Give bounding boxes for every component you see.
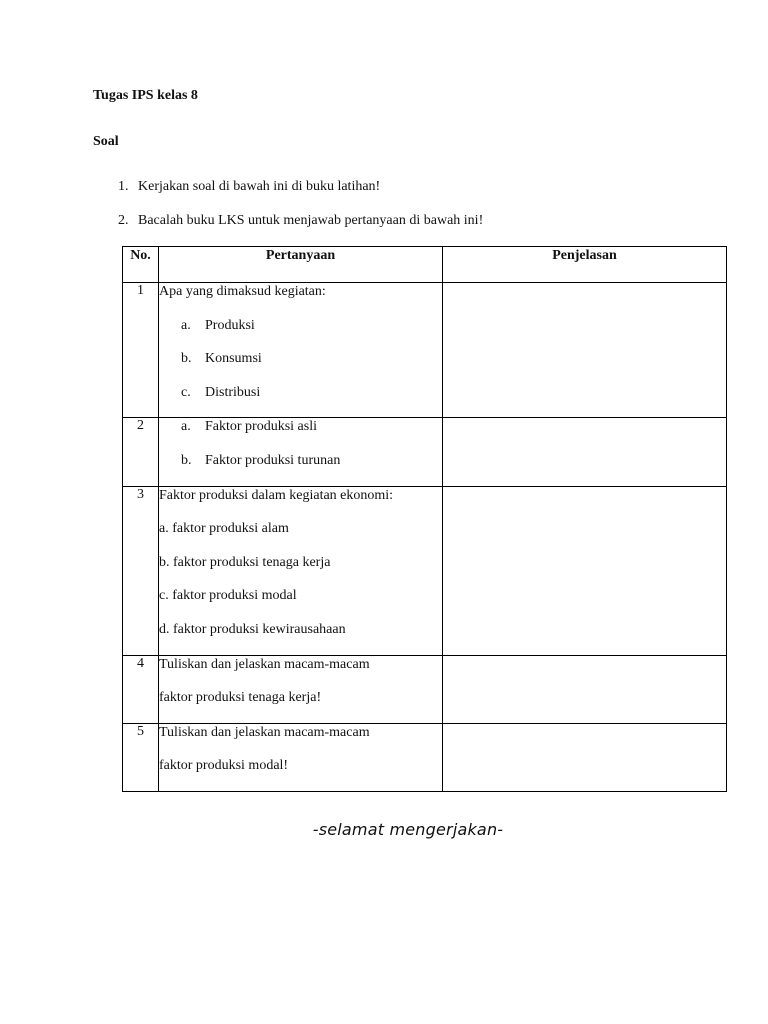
subitem-text: Konsumsi — [205, 351, 262, 367]
question-line: a. faktor produksi alam — [159, 521, 289, 537]
instruction-number: 2. — [118, 213, 129, 228]
table-row — [123, 418, 727, 486]
question-table — [122, 246, 727, 792]
question-cell — [159, 486, 443, 655]
instruction-item — [118, 213, 483, 229]
question-subitem — [159, 384, 442, 418]
instruction-number: 1. — [118, 179, 129, 194]
question-line: Tuliskan dan jelaskan macam-macam — [159, 656, 370, 672]
row-number: 3 — [123, 486, 159, 655]
row-number: 4 — [123, 655, 159, 723]
question-cell — [159, 418, 443, 486]
table-row — [123, 723, 727, 791]
document-subtitle: Soal — [93, 134, 119, 149]
instruction-text: Kerjakan soal di bawah ini di buku latihan! — [138, 179, 381, 194]
document-title: Tugas IPS kelas 8 — [93, 88, 198, 103]
subitem-letter: b. — [181, 452, 192, 468]
question-text: Faktor produksi dalam kegiatan ekonomi: — [159, 487, 394, 503]
subitem-letter: a. — [181, 419, 191, 435]
question-subitem — [159, 317, 442, 351]
question-subitem — [159, 350, 442, 384]
row-number: 2 — [123, 418, 159, 486]
answer-cell[interactable] — [443, 418, 727, 486]
question-text: Apa yang dimaksud kegiatan: — [159, 284, 326, 299]
answer-cell[interactable] — [443, 655, 727, 723]
subitem-text: Distribusi — [205, 384, 261, 400]
question-line: faktor produksi modal! — [159, 758, 289, 774]
question-cell — [159, 655, 443, 723]
question-subitem — [159, 452, 442, 486]
question-cell — [159, 283, 443, 418]
closing-message: -selamat mengerjakan- — [312, 820, 504, 839]
answer-cell[interactable] — [443, 486, 727, 655]
subitem-letter: c. — [181, 384, 191, 400]
header-explanation: Penjelasan — [443, 247, 727, 283]
header-question: Pertanyaan — [159, 247, 443, 283]
answer-cell[interactable] — [443, 723, 727, 791]
question-line: faktor produksi tenaga kerja! — [159, 690, 322, 706]
table-row — [123, 283, 727, 418]
instruction-item — [118, 179, 380, 195]
header-no: No. — [123, 247, 159, 283]
instruction-text: Bacalah buku LKS untuk menjawab pertanyaan di bawah ini! — [138, 213, 484, 228]
subitem-text: Faktor produksi asli — [205, 419, 317, 435]
table-header-row — [123, 247, 727, 283]
subitem-letter: a. — [181, 317, 191, 333]
question-line: Tuliskan dan jelaskan macam-macam — [159, 724, 370, 740]
table-row — [123, 486, 727, 655]
table-row — [123, 655, 727, 723]
question-line: c. faktor produksi modal — [159, 588, 297, 604]
question-line: d. faktor produksi kewirausahaan — [159, 621, 346, 637]
subitem-letter: b. — [181, 351, 192, 367]
question-line: b. faktor produksi tenaga kerja — [159, 554, 331, 570]
row-number: 5 — [123, 723, 159, 791]
question-cell — [159, 723, 443, 791]
subitem-text: Faktor produksi turunan — [205, 452, 341, 468]
subitem-text: Produksi — [205, 317, 255, 333]
row-number: 1 — [123, 283, 159, 418]
question-subitem — [159, 418, 442, 452]
answer-cell[interactable] — [443, 283, 727, 418]
